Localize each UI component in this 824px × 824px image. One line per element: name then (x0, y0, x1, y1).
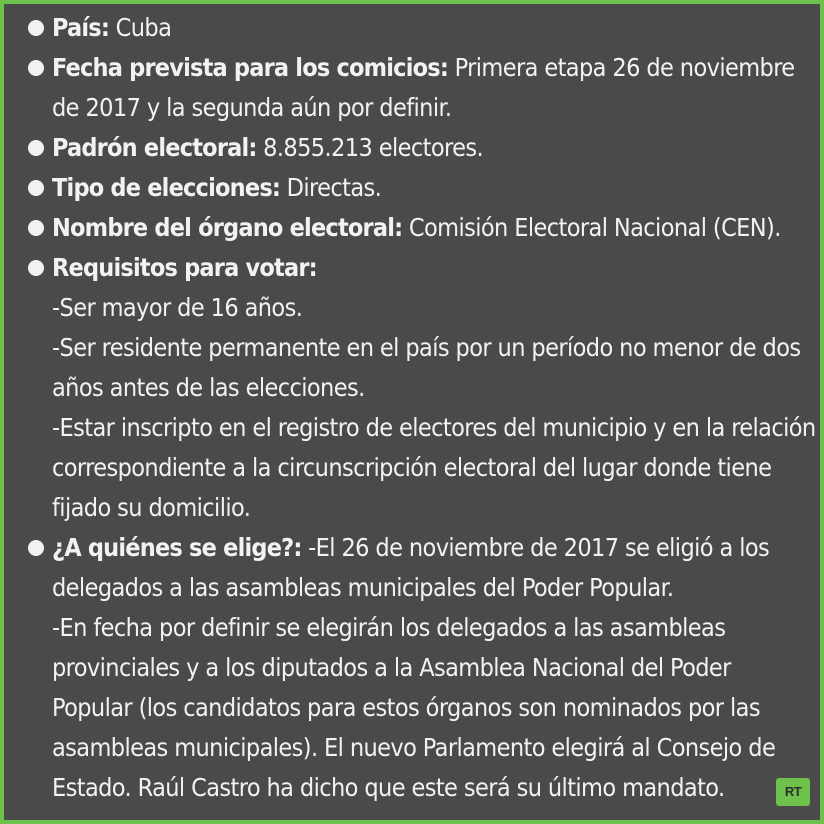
item-label: Nombre del órgano electoral: (52, 213, 403, 242)
item-label: Fecha prevista para los comicios: (52, 53, 449, 82)
item-label: País: (52, 13, 110, 42)
bullet-icon (28, 20, 44, 36)
item-text: Primera etapa 26 de noviembre de 2017 y la segunda aún por definir. (52, 53, 795, 122)
item-text: -El 26 de noviembre de 2017 se eligió a los delegados a las asambleas municipales del Poder Popular. (52, 533, 770, 602)
bullet-icon (28, 220, 44, 236)
item-text: Cuba (109, 13, 172, 42)
item-text: Directas. (280, 173, 382, 202)
item-label: Tipo de elecciones: (52, 173, 281, 202)
bullet-icon (28, 140, 44, 156)
bullet-icon (28, 60, 44, 76)
rt-logo: RT (776, 778, 810, 806)
item-label: Padrón electoral: (52, 133, 257, 162)
item-requisitos (30, 248, 816, 528)
info-card (4, 4, 820, 820)
item-elige (30, 528, 816, 808)
elige-line: -En fecha por definir se elegirán los delegados a las asambleas provinciales y a los diputados a la Asamblea Nacional del Poder Popular (los candidatos para estos órganos son nominados por las asambleas municipales). El nuevo Parlamento elegirá al Consejo de Estado. Raúl Castro ha dicho que este será su último mandato. (52, 613, 776, 802)
item-label: ¿A quiénes se elige?: (52, 533, 302, 562)
item-label: Requisitos para votar: (52, 253, 317, 282)
bullet-icon (28, 180, 44, 196)
bullet-icon (28, 260, 44, 276)
item-pais (30, 8, 816, 48)
item-text: Comisión Electoral Nacional (CEN). (402, 213, 781, 242)
item-padron (30, 128, 816, 168)
item-tipo (30, 168, 816, 208)
item-fecha (30, 48, 816, 128)
bullet-icon (28, 540, 44, 556)
requisito-line: -Ser residente permanente en el país por un período no menor de dos años antes de las elecciones. (52, 333, 801, 402)
requisito-line: -Estar inscripto en el registro de electores del municipio y en la relación correspondiente a la circunscripción electoral del lugar donde tiene fijado su domicilio. (52, 413, 816, 522)
item-text: 8.855.213 electores. (256, 133, 483, 162)
requisito-line: -Ser mayor de 16 años. (52, 293, 303, 322)
item-organo (30, 208, 816, 248)
